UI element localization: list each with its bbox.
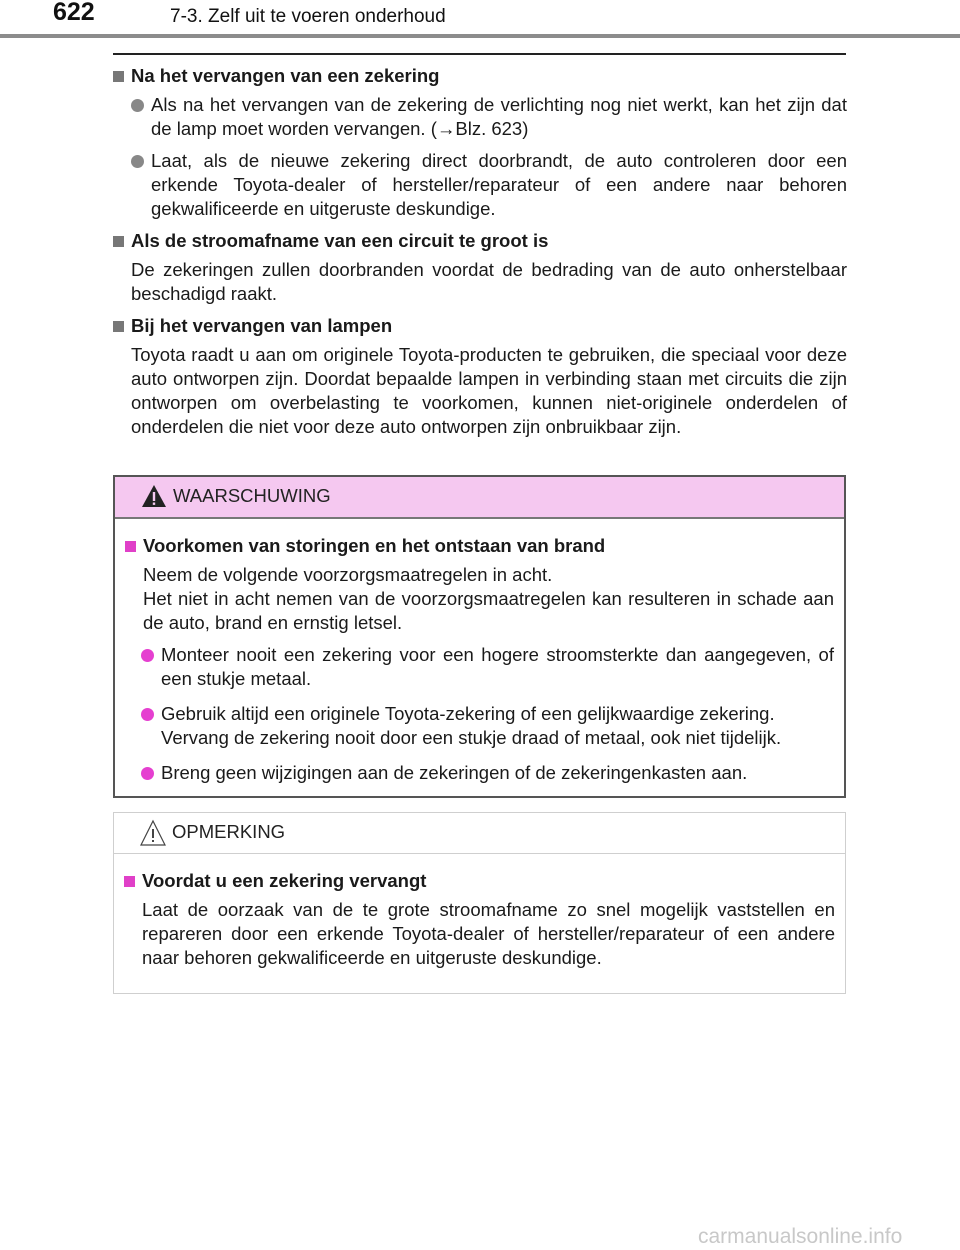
section-text: De zekeringen zullen doorbranden voordat de bedrading van de auto onherstelbaar beschadigd raakt. (131, 259, 847, 304)
section-overcurrent (113, 229, 847, 306)
round-bullet-icon (141, 708, 154, 721)
section-title: Als de stroomafname van een circuit te groot is (131, 230, 549, 251)
square-bullet-icon (113, 236, 124, 247)
list-item: Als na het vervangen van de zekering de verlichting nog niet werkt, kan het zijn dat de lamp moet worden vervangen. (→Blz. 623) (131, 93, 847, 141)
chapter-title: 7-3. Zelf uit te voeren onderhoud (170, 6, 446, 27)
section-after-replacing-fuse (113, 64, 847, 221)
warning-header (115, 477, 844, 519)
warning-box (113, 475, 846, 798)
main-content (113, 64, 847, 447)
warning-body (115, 519, 844, 785)
caution-triangle-icon (140, 819, 166, 847)
section-replacing-lamps (113, 314, 847, 439)
note-title: Voordat u een zekering vervangt (142, 870, 427, 891)
note-text: Laat de oorzaak van de te grote stroomafname zo snel mogelijk vaststellen en repareren door een erkende Toyota-dealer of hersteller/reparateur of een andere naar behoren gekwalificeerde en uitgeruste deskundige. (142, 899, 835, 968)
warning-label: WAARSCHUWING (173, 485, 331, 506)
note-header (114, 813, 845, 854)
list-item: Breng geen wijzigingen aan de zekeringen of de zekeringenkasten aan. (141, 761, 834, 785)
page-header (0, 0, 960, 40)
round-bullet-icon (141, 649, 154, 662)
warning-intro: Het niet in acht nemen van de voorzorgsmaatregelen kan resulteren in schade aan de auto, brand en ernstig letsel. (143, 588, 834, 633)
square-bullet-icon (125, 541, 136, 552)
warning-intro: Neem de volgende voorzorgsmaatregelen in acht. (143, 564, 553, 585)
list-item: Laat, als de nieuwe zekering direct doorbrandt, de auto controleren door een erkende Toyota-dealer of hersteller/reparateur of een andere naar behoren gekwalificeerde en uitgeruste deskundige. (131, 149, 847, 221)
section-text: Toyota raadt u aan om originele Toyota-producten te gebruiken, die speciaal voor deze auto ontworpen zijn. Doordat bepaalde lampen in verbinding staan met circuits die zijn ontworpen om overbelasting te voorkomen, kunnen niet-originele onderdelen of onderdelen die niet voor deze auto ontworpen zijn onbruikbaar zijn. (131, 344, 847, 437)
note-box (113, 812, 846, 994)
content-top-rule (113, 53, 846, 55)
round-bullet-icon (141, 767, 154, 780)
warning-triangle-icon (141, 483, 167, 509)
note-label: OPMERKING (172, 821, 286, 842)
warning-title: Voorkomen van storingen en het ontstaan van brand (143, 535, 606, 556)
section-title: Na het vervangen van een zekering (131, 65, 440, 86)
header-rule (0, 34, 960, 38)
list-item: Gebruik altijd een originele Toyota-zekering of een gelijkwaardige zekering. Vervang de zekering nooit door een stukje draad of metaal, ook niet tijdelijk. (141, 702, 834, 750)
round-bullet-icon (131, 99, 144, 112)
note-body (114, 854, 845, 970)
square-bullet-icon (124, 876, 135, 887)
page-number: 622 (53, 0, 95, 26)
list-item: Monteer nooit een zekering voor een hogere stroomsterkte dan aangegeven, of een stukje metaal. (141, 643, 834, 691)
square-bullet-icon (113, 321, 124, 332)
section-title: Bij het vervangen van lampen (131, 315, 393, 336)
watermark: carmanualsonline.info (698, 1225, 903, 1248)
round-bullet-icon (131, 155, 144, 168)
square-bullet-icon (113, 71, 124, 82)
